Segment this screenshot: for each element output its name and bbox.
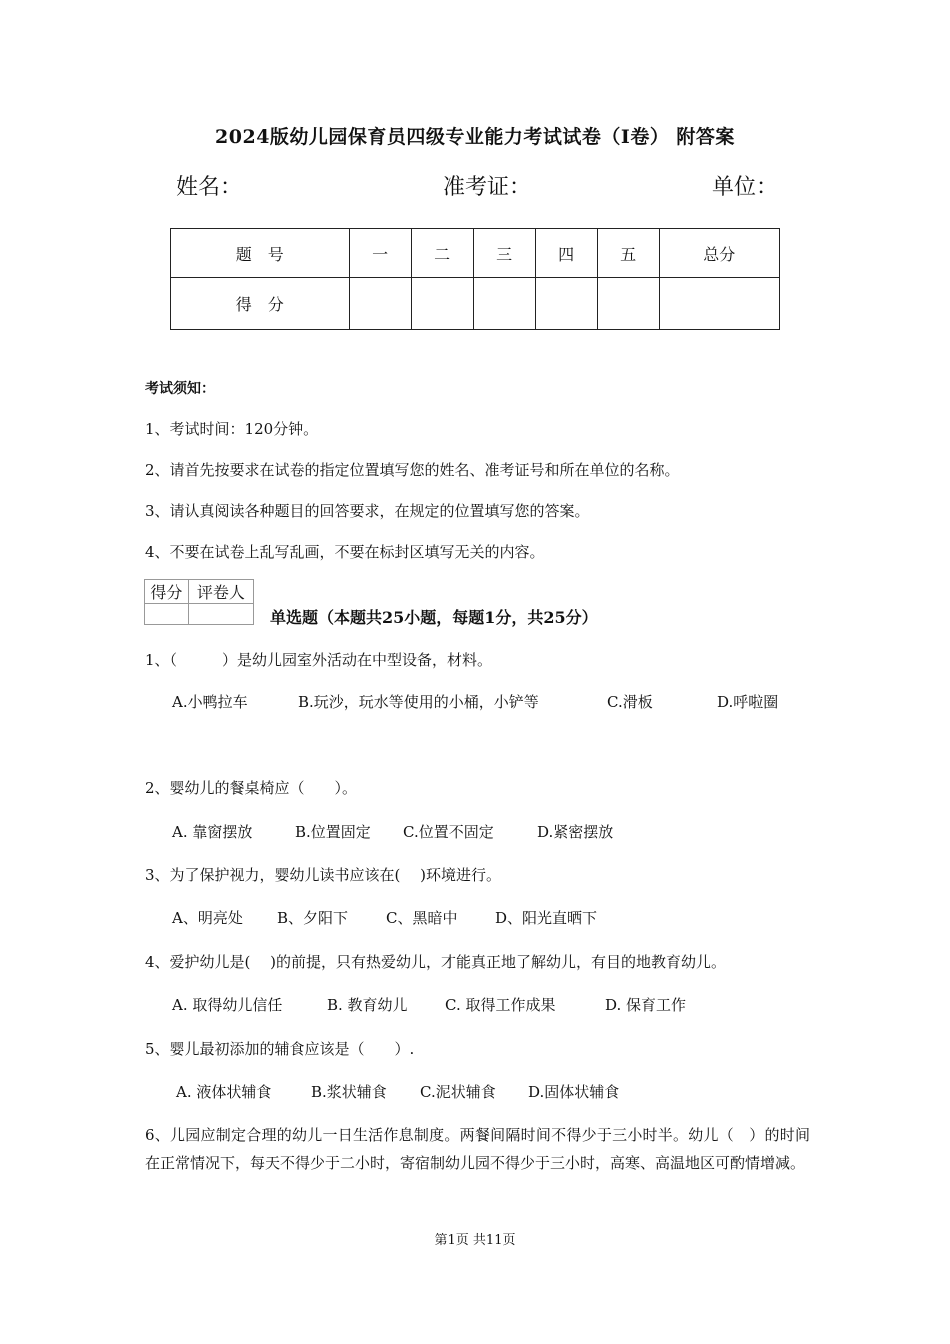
score-table-header-row	[171, 229, 780, 278]
score-table-score-row	[171, 278, 780, 330]
question-option[interactable]: D.呼啦圈	[717, 693, 779, 711]
score-header-cell: 一	[349, 229, 411, 278]
question-option[interactable]: C.位置不固定	[403, 823, 494, 841]
grader-reviewer-label: 评卷人	[188, 580, 253, 604]
question-stem: 6、儿园应制定合理的幼儿一日生活作息制度。两餐间隔时间不得少于三小时半。幼儿（ ）的时间在正常情况下，每天不得少于二小时，寄宿制幼儿园不得少于三小时，高寒、高温地区可酌情增减。	[145, 1126, 810, 1172]
score-cell[interactable]	[659, 278, 779, 330]
exam-id-label: 准考证：	[443, 175, 532, 200]
question-option[interactable]: A. 靠窗摆放	[172, 823, 253, 841]
score-header-cell: 总分	[659, 229, 779, 278]
question-stem: 5、婴儿最初添加的辅食应该是（ ）.	[145, 1040, 415, 1058]
question-option[interactable]: C.泥状辅食	[420, 1083, 496, 1101]
grader-reviewer-cell[interactable]	[188, 604, 253, 625]
section-heading: 单选题（本题共25小题，每题1分，共25分）	[270, 608, 598, 627]
score-header-cell: 五	[597, 229, 659, 278]
question-option[interactable]: D.固体状辅食	[528, 1083, 620, 1101]
question-option[interactable]: C.滑板	[607, 693, 653, 711]
grader-score-label: 得分	[145, 580, 189, 604]
score-table	[170, 228, 780, 330]
question-option[interactable]: A. 液体状辅食	[176, 1083, 272, 1101]
score-cell[interactable]	[535, 278, 597, 330]
question-option[interactable]: B.浆状辅食	[311, 1083, 387, 1101]
score-header-cell: 四	[535, 229, 597, 278]
question-option[interactable]: A.小鸭拉车	[172, 693, 248, 711]
page-footer: 第1页 共11页	[434, 1233, 516, 1248]
question-option[interactable]: D.紧密摆放	[537, 823, 614, 841]
exam-title: 2024版幼儿园保育员四级专业能力考试试卷（I卷） 附答案	[215, 126, 735, 148]
score-header-cell: 二	[411, 229, 473, 278]
notice-heading: 考试须知：	[145, 381, 215, 397]
score-row-label: 得 分	[171, 278, 350, 330]
question-stem: 4、爱护幼儿是( )的前提，只有热爱幼儿，才能真正地了解幼儿，有目的地教育幼儿。	[145, 953, 727, 971]
question-stem: 3、为了保护视力，婴幼儿读书应该在( )环境进行。	[145, 866, 502, 884]
question-option[interactable]: B. 教育幼儿	[327, 996, 408, 1014]
question-stem: 2、婴幼儿的餐桌椅应（ ）。	[145, 779, 358, 797]
question-option[interactable]: D. 保育工作	[605, 996, 687, 1014]
name-label: 姓名：	[176, 175, 243, 200]
notice-item: 4、不要在试卷上乱写乱画，不要在标封区填写无关的内容。	[145, 543, 545, 561]
question-option[interactable]: C. 取得工作成果	[445, 996, 556, 1014]
score-cell[interactable]	[349, 278, 411, 330]
question-option[interactable]: B.位置固定	[295, 823, 371, 841]
question-option[interactable]: A、明亮处	[172, 909, 243, 927]
score-cell[interactable]	[411, 278, 473, 330]
question-option[interactable]: C、黑暗中	[386, 909, 458, 927]
question-option[interactable]: B.玩沙，玩水等使用的小桶，小铲等	[298, 693, 539, 711]
notice-item: 3、请认真阅读各种题目的回答要求，在规定的位置填写您的答案。	[145, 502, 590, 520]
question-option[interactable]: A. 取得幼儿信任	[172, 996, 283, 1014]
score-cell[interactable]	[597, 278, 659, 330]
question-option[interactable]: D、阳光直晒下	[495, 909, 598, 927]
score-cell[interactable]	[473, 278, 535, 330]
notice-item: 1、考试时间：120分钟。	[145, 420, 319, 438]
unit-label: 单位：	[712, 175, 779, 200]
grader-box	[144, 579, 254, 625]
question-option[interactable]: B、夕阳下	[277, 909, 349, 927]
grader-score-cell[interactable]	[145, 604, 189, 625]
question-stem: 1、（ ）是幼儿园室外活动在中型设备，材料。	[145, 651, 493, 669]
notice-item: 2、请首先按要求在试卷的指定位置填写您的姓名、准考证号和所在单位的名称。	[145, 461, 680, 479]
score-header-cell: 三	[473, 229, 535, 278]
score-header-cell: 题 号	[171, 229, 350, 278]
